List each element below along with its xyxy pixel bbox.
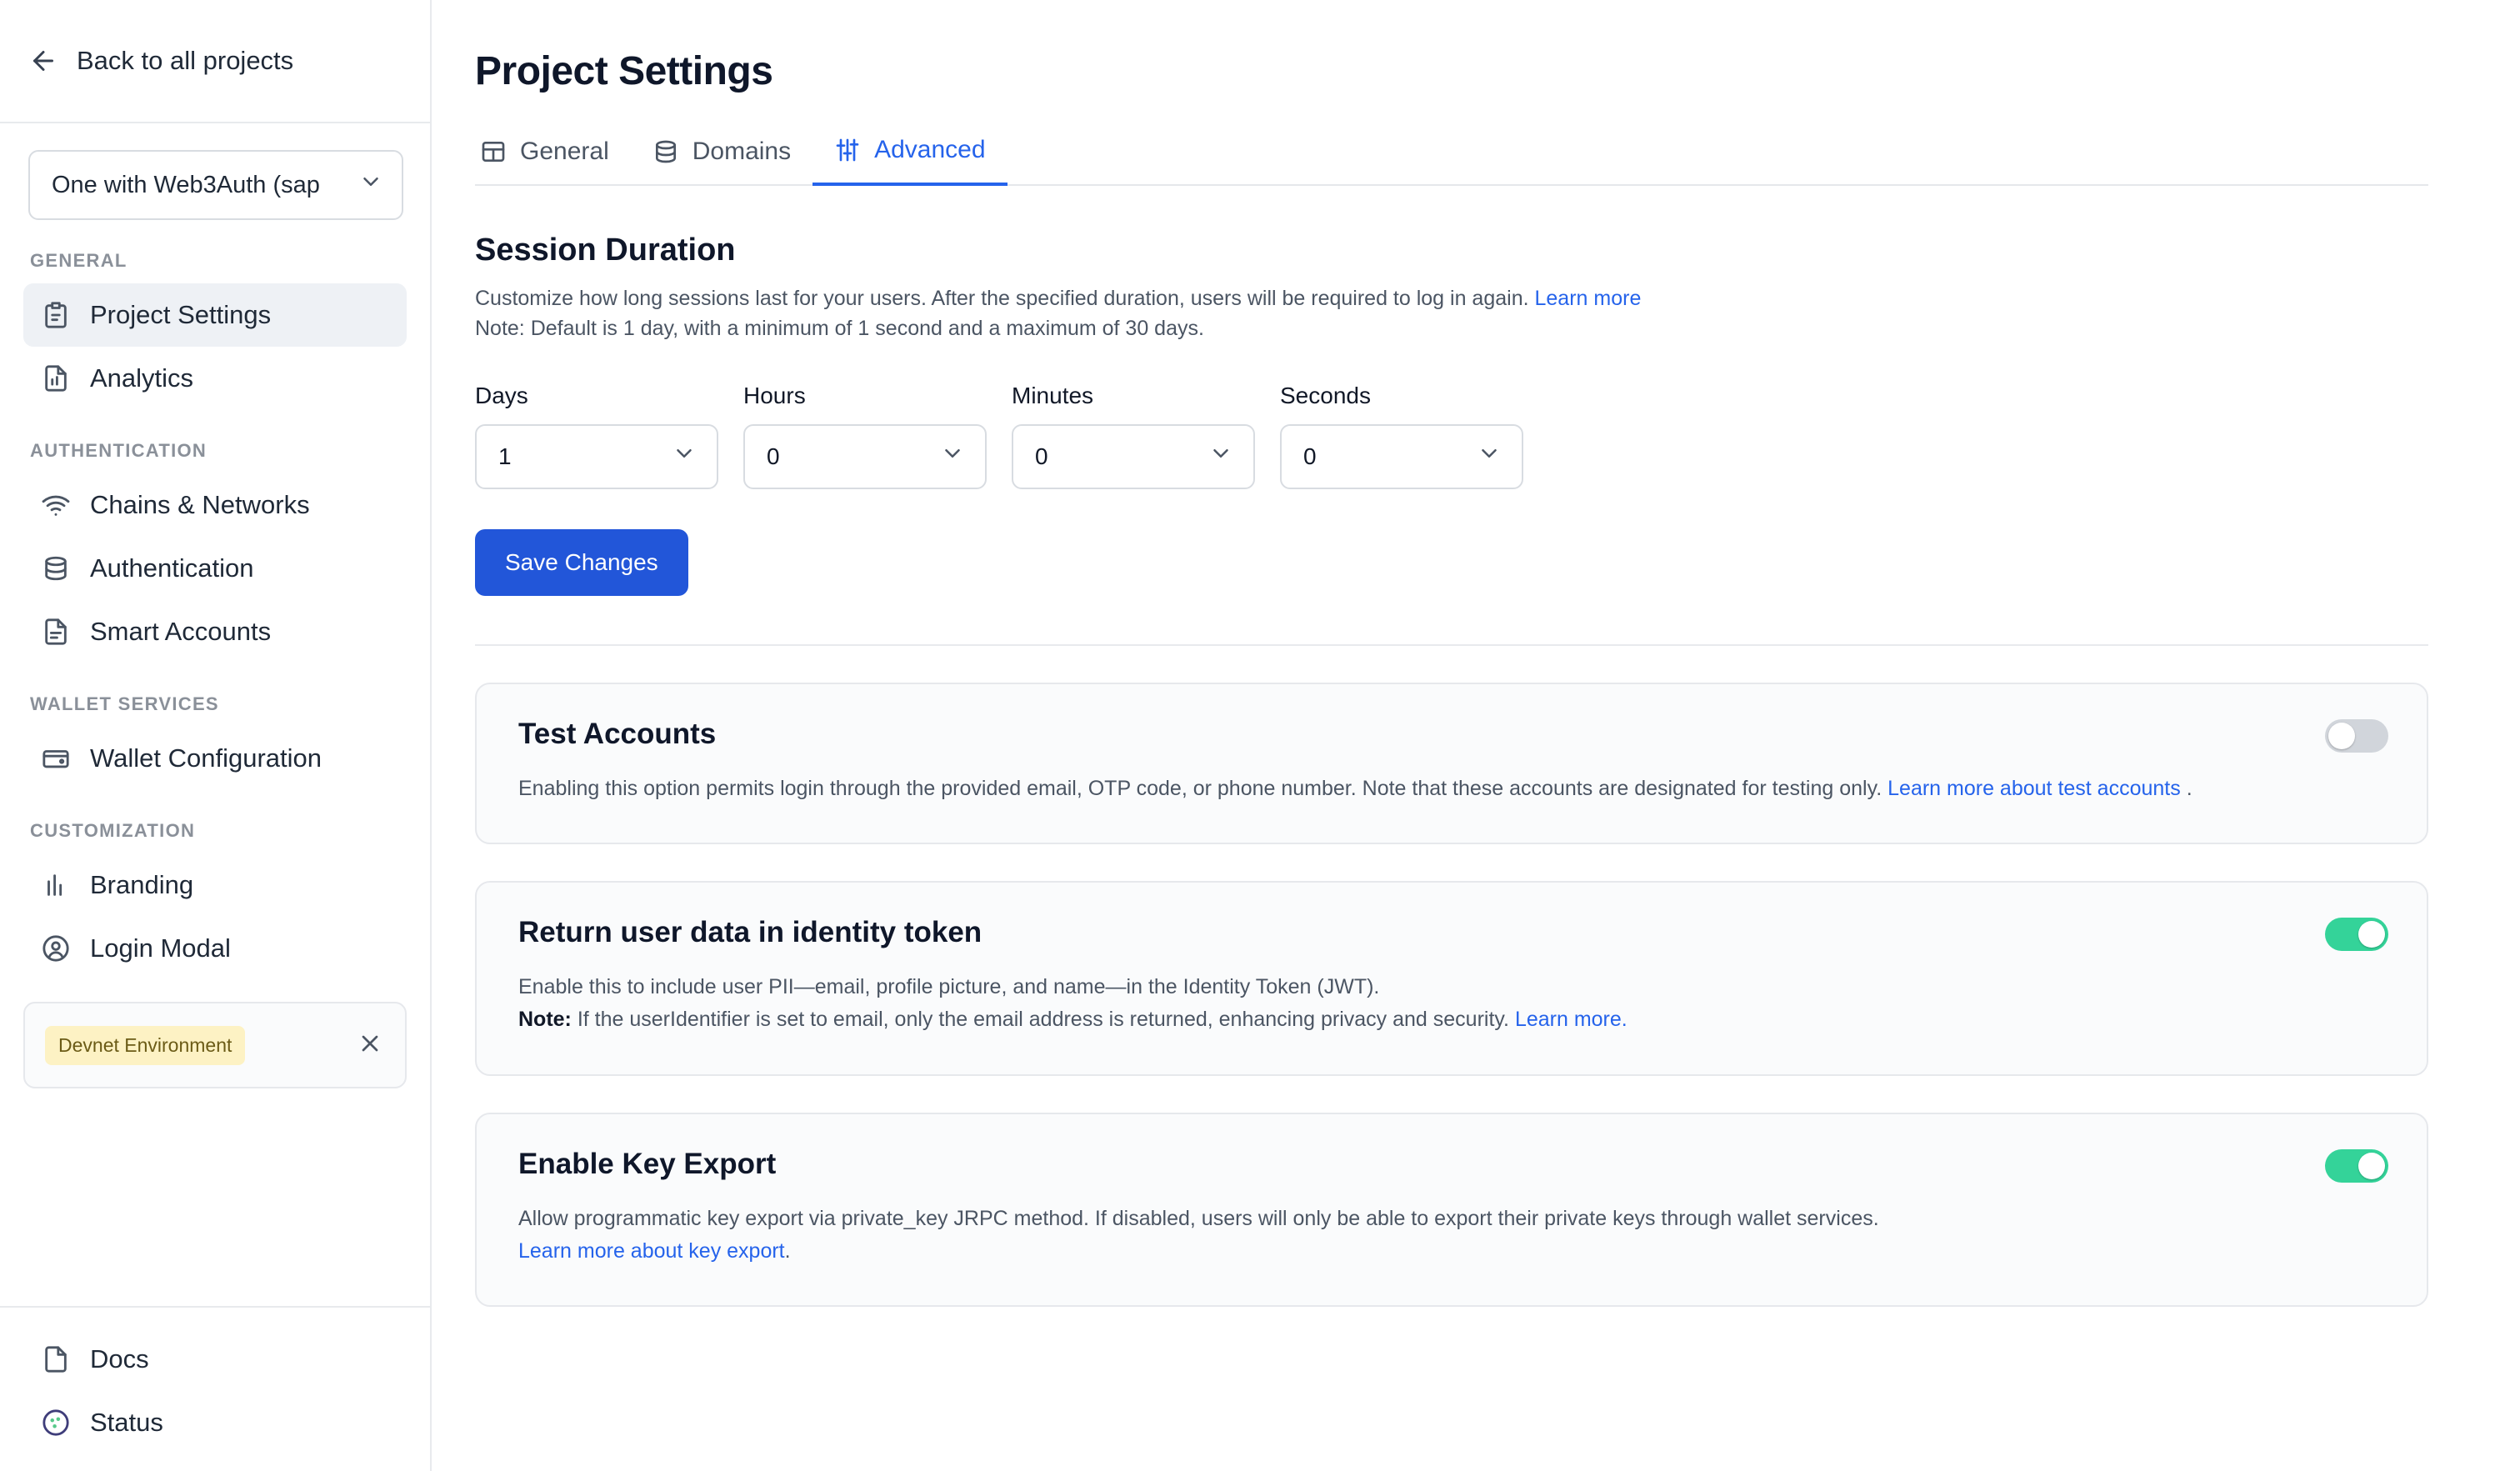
sidebar [0, 0, 432, 1471]
sidebar-item-branding[interactable] [23, 853, 407, 917]
days-value: 1 [498, 443, 512, 469]
back-to-all-projects[interactable] [0, 0, 430, 123]
environment-banner [23, 1002, 407, 1088]
tab-advanced[interactable] [812, 136, 1007, 186]
status-dot-icon [42, 1408, 70, 1437]
test-accounts-toggle[interactable] [2325, 719, 2388, 753]
layers-icon [42, 554, 70, 583]
section-description [475, 283, 2428, 344]
sidebar-group-label-authentication: AUTHENTICATION [30, 440, 208, 461]
card-title: Return user data in identity token [518, 916, 982, 949]
session-duration-fields [475, 383, 2428, 489]
arrow-left-icon [28, 46, 58, 76]
sidebar-item-status[interactable] [23, 1391, 407, 1454]
return-user-data-toggle[interactable] [2325, 918, 2388, 951]
session-desc-line2: Note: Default is 1 day, with a minimum of 1 second and a maximum of 30 days. [475, 317, 1204, 341]
sidebar-footer [0, 1306, 430, 1471]
chart-document-icon [42, 364, 70, 393]
card-description [518, 1203, 2268, 1268]
sidebar-item-label: Chains & Networks [90, 490, 310, 519]
sidebar-item-authentication[interactable] [23, 537, 407, 600]
card-note-label: Note: [518, 1008, 572, 1031]
tab-general[interactable] [475, 136, 631, 186]
wallet-icon [42, 744, 70, 773]
sidebar-group-label-wallet-services: WALLET SERVICES [30, 693, 219, 714]
card-body-tail: If the userIdentifier is set to email, only the email address is returned, enhancing privacy and security. [571, 1008, 1515, 1031]
learn-more-about-test-accounts-link[interactable]: Learn more about test accounts [1888, 776, 2181, 800]
field-label: Days [475, 382, 528, 408]
learn-more-link[interactable]: Learn more. [1514, 1008, 1628, 1031]
close-icon[interactable] [357, 1030, 383, 1061]
enable-key-export-toggle[interactable] [2325, 1149, 2388, 1183]
sidebar-item-smart-accounts[interactable] [23, 600, 407, 663]
save-changes-button[interactable]: Save Changes [475, 529, 688, 596]
tab-label: General [520, 138, 609, 165]
sidebar-item-docs[interactable] [23, 1328, 407, 1391]
seconds-value: 0 [1303, 443, 1317, 469]
toggle-knob [2358, 1153, 2385, 1179]
field-label: Seconds [1280, 382, 1371, 408]
card-body-text: Enabling this option permits login through the provided email, OTP code, or phone number. Note that these accounts are designated for testing only. [518, 776, 1882, 800]
sidebar-item-label: Branding [90, 870, 194, 899]
chevron-down-icon [1208, 441, 1233, 472]
session-desc-line1: Customize how long sessions last for your users. After the specified duration, users will be required to log in again. [475, 287, 1529, 310]
tab-domains[interactable] [631, 136, 812, 186]
chevron-down-icon [672, 441, 697, 472]
tab-label: Domains [692, 138, 792, 165]
page-title: Project Settings [475, 49, 773, 93]
user-circle-icon [42, 934, 70, 963]
grid-icon [480, 138, 507, 165]
sidebar-item-label: Status [90, 1408, 163, 1437]
document-icon [42, 1345, 70, 1373]
card-description [518, 971, 2268, 1036]
section-title-session-duration: Session Duration [475, 233, 736, 268]
card-title: Enable Key Export [518, 1147, 777, 1180]
card-test-accounts [475, 683, 2428, 845]
chevron-down-icon [1477, 441, 1502, 472]
seconds-select[interactable] [1280, 424, 1523, 489]
toggle-knob [2358, 921, 2385, 948]
learn-more-about-key-export-link[interactable]: Learn more about key export [518, 1238, 785, 1263]
sidebar-item-label: Authentication [90, 553, 254, 583]
sidebar-item-chains-networks[interactable] [23, 473, 407, 537]
sidebar-item-label: Analytics [90, 363, 194, 393]
chevron-down-icon [358, 169, 383, 201]
main-content [432, 0, 2520, 1471]
sidebar-item-label: Login Modal [90, 933, 231, 963]
card-return-user-data [475, 881, 2428, 1076]
section-divider [475, 644, 2428, 646]
sidebar-group-label-customization: CUSTOMIZATION [30, 820, 196, 841]
card-description [518, 773, 2268, 805]
hours-select[interactable] [743, 424, 987, 489]
wifi-icon [42, 491, 70, 519]
field-label: Hours [743, 382, 806, 408]
clipboard-icon [42, 301, 70, 329]
sidebar-item-wallet-configuration[interactable] [23, 727, 407, 790]
field-hours [743, 383, 987, 489]
field-minutes [1012, 383, 1255, 489]
sidebar-item-project-settings[interactable] [23, 283, 407, 347]
layers-icon [652, 138, 679, 165]
document-icon [42, 618, 70, 646]
card-body-text: Allow programmatic key export via private_key JRPC method. If disabled, users will only be able to export their private keys through wallet services. [518, 1206, 1879, 1230]
hours-value: 0 [767, 443, 780, 469]
card-body-text: Enable this to include user PII—email, profile picture, and name—in the Identity Token (JWT). [518, 975, 1380, 999]
sidebar-item-login-modal[interactable] [23, 917, 407, 980]
field-label: Minutes [1012, 382, 1094, 408]
sidebar-item-label: Docs [90, 1344, 149, 1373]
card-body-tail: . [2186, 776, 2192, 800]
back-label: Back to all projects [77, 46, 294, 75]
sidebar-item-label: Smart Accounts [90, 617, 272, 646]
branding-icon [42, 871, 70, 899]
sidebar-group-label-general: GENERAL [30, 250, 128, 271]
chevron-down-icon [940, 441, 965, 472]
field-days [475, 383, 718, 489]
project-selector-value: One with Web3Auth (sap [52, 171, 320, 198]
card-title: Test Accounts [518, 717, 717, 750]
project-selector[interactable] [28, 150, 403, 220]
toggle-knob [2328, 723, 2355, 749]
sliders-icon [834, 137, 861, 163]
learn-more-link[interactable]: Learn more [1534, 287, 1642, 310]
days-select[interactable] [475, 424, 718, 489]
field-seconds [1280, 383, 1523, 489]
status-badge: Devnet Environment [45, 1026, 245, 1065]
minutes-value: 0 [1035, 443, 1048, 469]
sidebar-item-label: Wallet Configuration [90, 743, 322, 773]
sidebar-item-analytics[interactable] [23, 347, 407, 410]
sidebar-item-label: Project Settings [90, 300, 272, 329]
card-body-tail: . [784, 1238, 791, 1263]
project-selector-wrap [0, 123, 430, 220]
card-enable-key-export [475, 1113, 2428, 1308]
tab-bar [475, 134, 2428, 186]
minutes-select[interactable] [1012, 424, 1255, 489]
tab-label: Advanced [874, 136, 986, 163]
